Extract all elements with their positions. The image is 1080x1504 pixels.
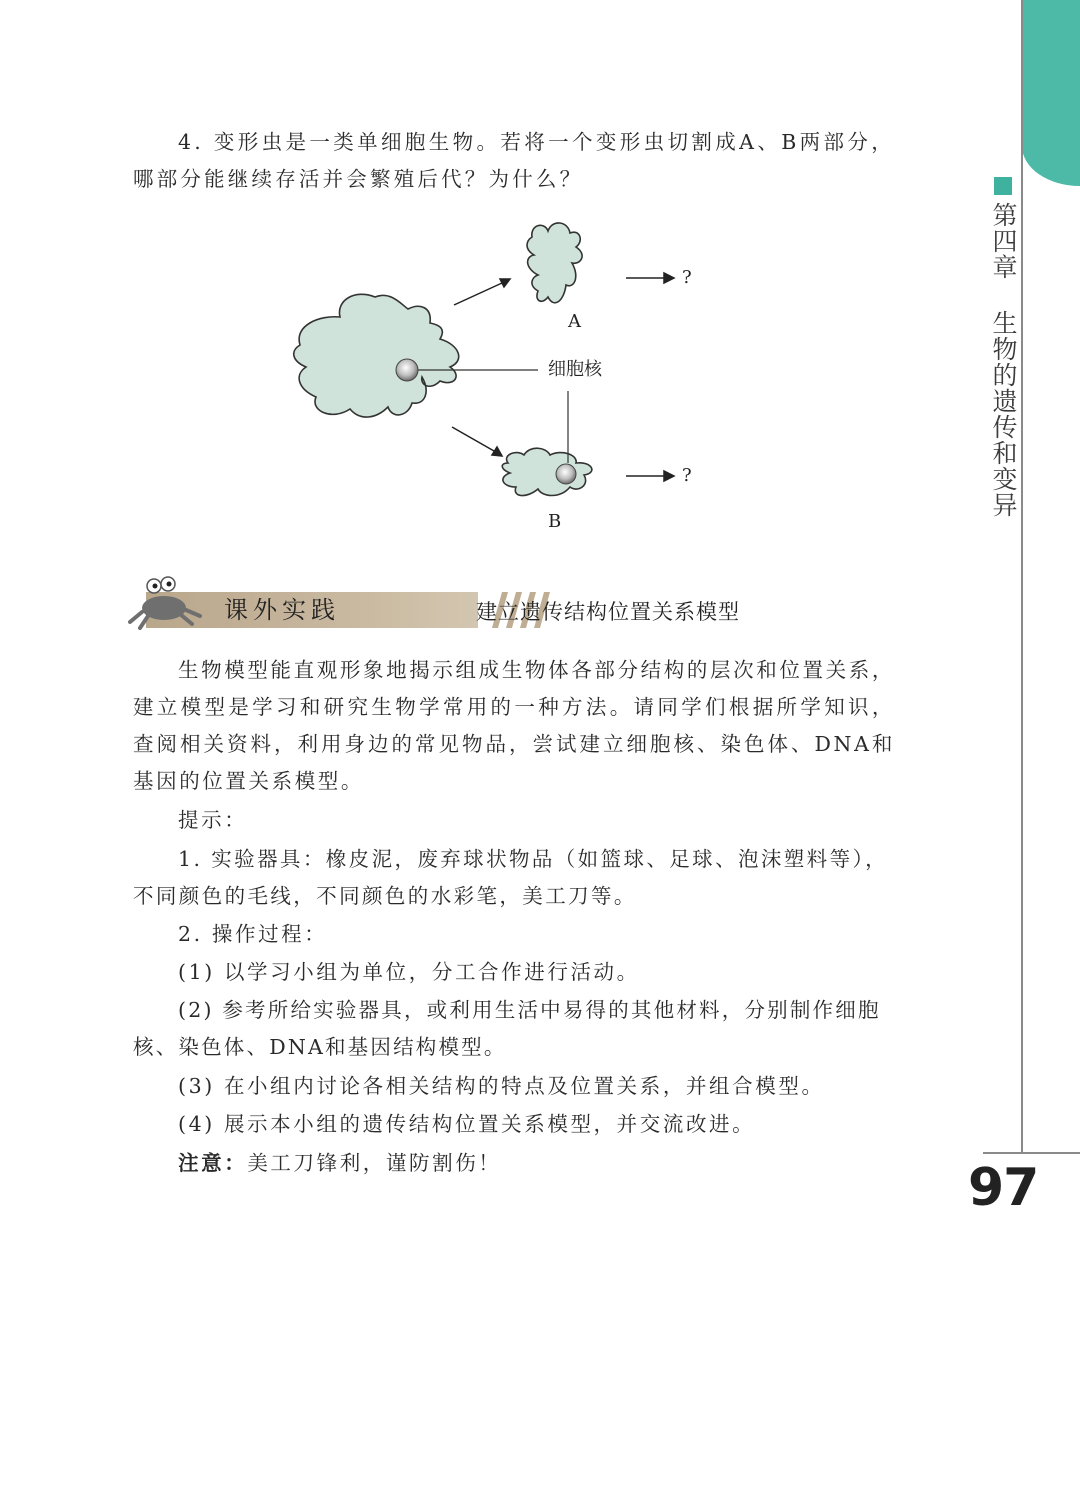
section-intro: 生物模型能直观形象地揭示组成生物体各部分结构的层次和位置关系，建立模型是学习和研究生物学常用的一种方法。请同学们根据所学知识，查阅相关资料，利用身边的常见物品，尝试建立细胞核、染色体、DNA和基因的位置关系模型。	[133, 658, 895, 793]
step-4: (4) 展示本小组的遗传结构位置关系模型，并交流改进。	[178, 1112, 756, 1136]
safety-note	[133, 1145, 895, 1182]
nucleus-large	[396, 359, 418, 381]
page-number: 97	[968, 1158, 1039, 1218]
fragment-a	[527, 223, 582, 303]
hint-title: 提示：	[178, 808, 248, 832]
hint-1: 1. 实验器具：橡皮泥，废弃球状物品（如篮球、足球、泡沫塑料等），不同颜色的毛线，不同颜色的水彩笔，美工刀等。	[133, 847, 889, 908]
chapter-marker-icon	[994, 177, 1012, 195]
margin-rule-vertical	[1021, 0, 1023, 1153]
question-mark-a: ?	[682, 267, 692, 288]
step-3: (3) 在小组内讨论各相关结构的特点及位置关系，并组合模型。	[178, 1074, 825, 1098]
section-label: 课外实践	[224, 596, 340, 624]
hint-2-title: 2. 操作过程：	[178, 922, 328, 946]
amoeba-diagram	[280, 205, 740, 545]
whole-amoeba	[294, 294, 459, 417]
arrow-to-a	[454, 283, 502, 305]
nucleus-b	[556, 464, 576, 484]
step-2: (2) 参考所给实验器具，或利用生活中易得的其他材料，分别制作细胞核、染色体、DNA和基因结构模型。	[133, 998, 881, 1059]
section-topic: 建立遗传结构位置关系模型	[476, 600, 740, 624]
question-mark-b: ?	[682, 465, 692, 486]
chapter-title: 第四章 生物的遗传和变异	[989, 202, 1018, 518]
question-4: 4. 变形虫是一类单细胞生物。若将一个变形虫切割成A、B两部分，哪部分能继续存活并会繁殖后代？为什么？	[133, 130, 895, 191]
fragment-b	[502, 448, 592, 495]
note-label: 注意：	[178, 1151, 248, 1175]
frog-mascot-icon	[128, 570, 208, 630]
amoeba-figure	[280, 205, 740, 545]
step-1: (1) 以学习小组为单位，分工合作进行活动。	[178, 960, 640, 984]
chapter-color-tab	[1022, 0, 1080, 186]
label-b: B	[548, 511, 562, 532]
margin-rule-horizontal	[983, 1152, 1080, 1154]
label-a: A	[568, 311, 581, 332]
note-text: 美工刀锋利，谨防割伤！	[247, 1151, 502, 1175]
label-nucleus: 细胞核	[548, 359, 602, 380]
arrow-to-b	[452, 427, 494, 451]
